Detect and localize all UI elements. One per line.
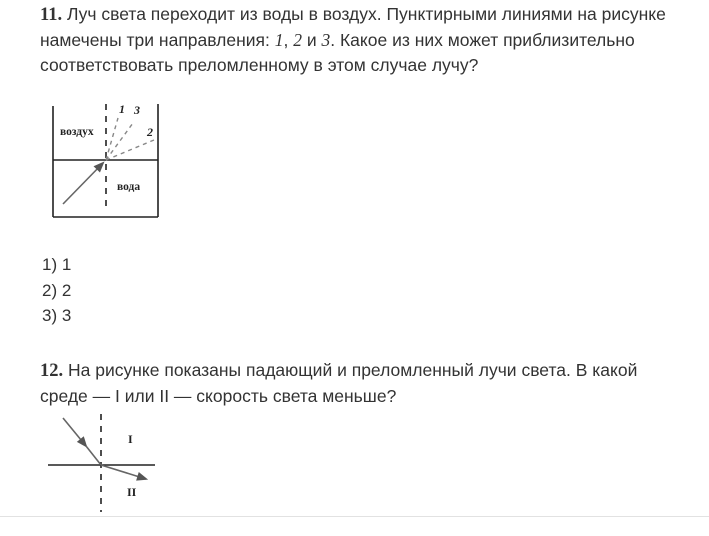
question-11-number: 11.	[40, 5, 63, 25]
direction-1-ref: 1	[274, 30, 284, 50]
q12-refracted-ray	[101, 465, 146, 479]
q12-incident-ray-continue	[86, 446, 101, 465]
question-11: 11. Луч света переходит из воды в воздух. Пунктирными линиями на рисунке намечены три направления: 1, 2 и 3. Какое из них может приблизительно соответствовать преломленному в этом случае лучу?	[40, 4, 666, 75]
answer-option-2: 2) 2	[42, 280, 72, 300]
question-11-text-a: Луч света переходит из воды в воздух. Пунктирными линиями на рисунке намечены три направления:	[40, 4, 666, 50]
direction-2-line	[106, 140, 154, 160]
answer-options	[42, 252, 71, 329]
direction-2-ref: 2	[293, 30, 302, 50]
incident-ray	[63, 163, 103, 204]
label-water: вода	[117, 181, 141, 193]
label-medium-I: I	[128, 432, 133, 446]
q12-incident-ray	[63, 418, 86, 446]
label-direction-3: 3	[134, 103, 140, 117]
label-direction-1: 1	[119, 102, 125, 116]
answer-option-1: 1) 1	[42, 255, 72, 274]
bottom-divider	[0, 516, 709, 517]
label-direction-2: 2	[147, 125, 153, 139]
direction-3-ref: 3	[321, 30, 331, 50]
question-11-text-b: . Какое из них может приблизительно соответствовать преломленному в этом случае лучу?	[40, 30, 635, 75]
label-medium-II: II	[127, 485, 137, 499]
refraction-figure-q12	[48, 414, 155, 512]
direction-3-line	[106, 123, 133, 160]
question-12	[40, 358, 680, 409]
direction-1-line	[106, 118, 118, 160]
answer-option-3: 3) 3	[42, 306, 72, 325]
label-air: воздух	[60, 126, 94, 138]
question-12-text: На рисунке показаны падающий и преломленный лучи света. В какой среде — I или II — скорость света меньше?	[40, 360, 638, 406]
question-12-number: 12.	[40, 361, 64, 381]
